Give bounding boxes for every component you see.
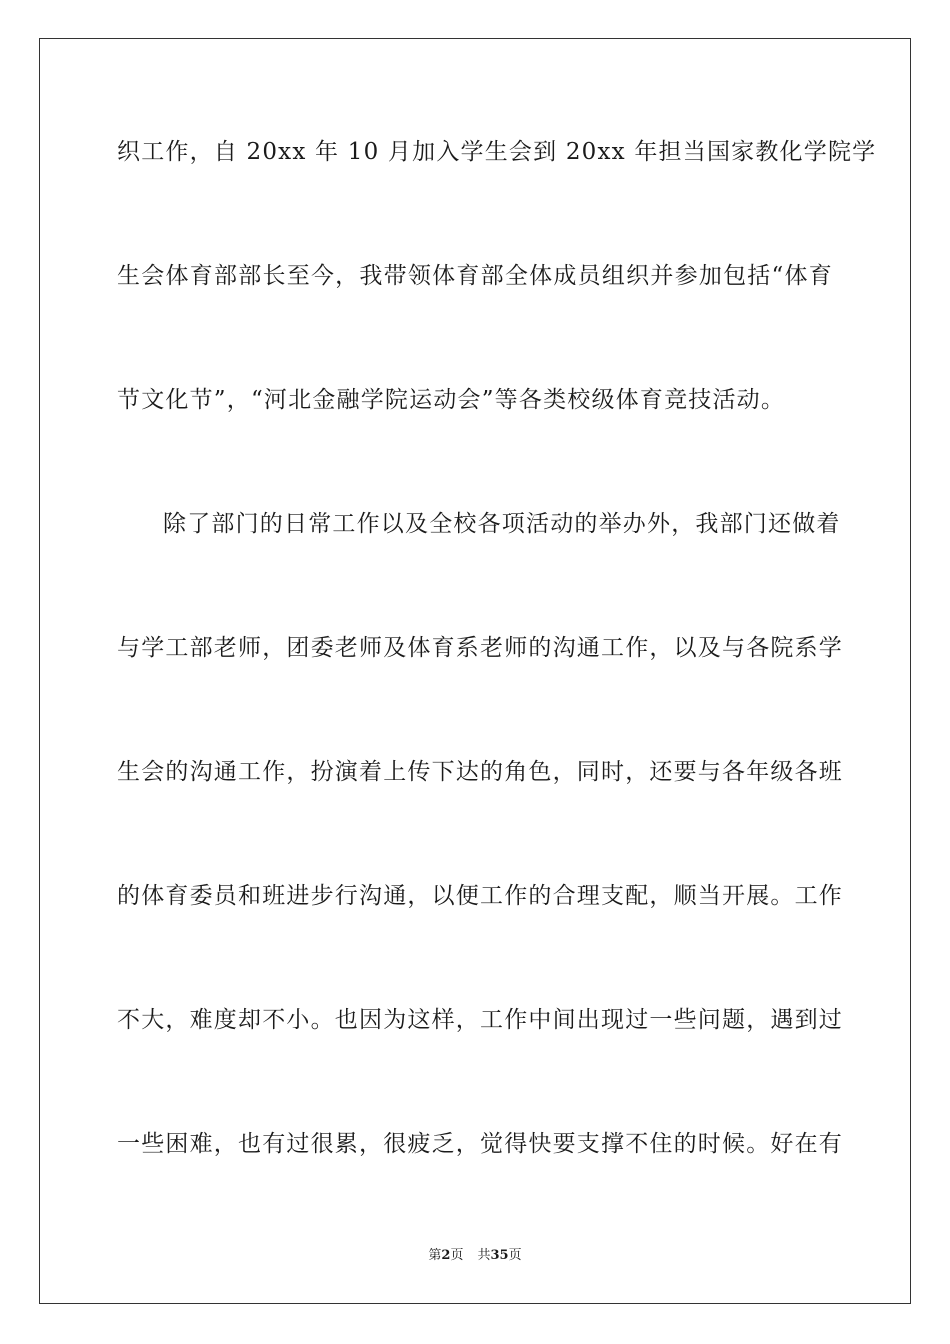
page-total-count: 35 (490, 1248, 509, 1263)
page-total-unit: 页 (508, 1248, 522, 1263)
text-line-1: 织工作，自 20xx 年 10 月加入学生会到 20xx 年担当国家教化学院学 (117, 139, 877, 165)
page-number-prefix: 第 (428, 1248, 442, 1263)
text-line-2: 生会体育部部长至今，我带领体育部全体成员组织并参加包括“体育 (117, 263, 833, 289)
text-line-6: 生会的沟通工作，扮演着上传下达的角色，同时，还要与各年级各班 (117, 759, 843, 785)
text-line-9: 一些困难，也有过很累，很疲乏，觉得快要支撑不住的时候。好在有 (117, 1131, 843, 1157)
page-number-current: 2 (441, 1248, 451, 1263)
text-line-4: 除了部门的日常工作以及全校各项活动的举办外，我部门还做着 (163, 511, 841, 537)
text-line-8: 不大，难度却不小。也因为这样，工作中间出现过一些问题，遇到过 (117, 1007, 843, 1033)
text-line-5: 与学工部老师，团委老师及体育系老师的沟通工作，以及与各院系学 (117, 635, 843, 661)
page-footer (0, 1248, 950, 1264)
text-line-3: 节文化节”，“河北金融学院运动会”等各类校级体育竞技活动。 (117, 387, 786, 413)
page-total-prefix: 共 (477, 1248, 491, 1263)
text-line-7: 的体育委员和班进步行沟通，以便工作的合理支配，顺当开展。工作 (117, 883, 843, 909)
page-border (39, 38, 911, 1304)
page-number-unit: 页 (450, 1248, 464, 1263)
